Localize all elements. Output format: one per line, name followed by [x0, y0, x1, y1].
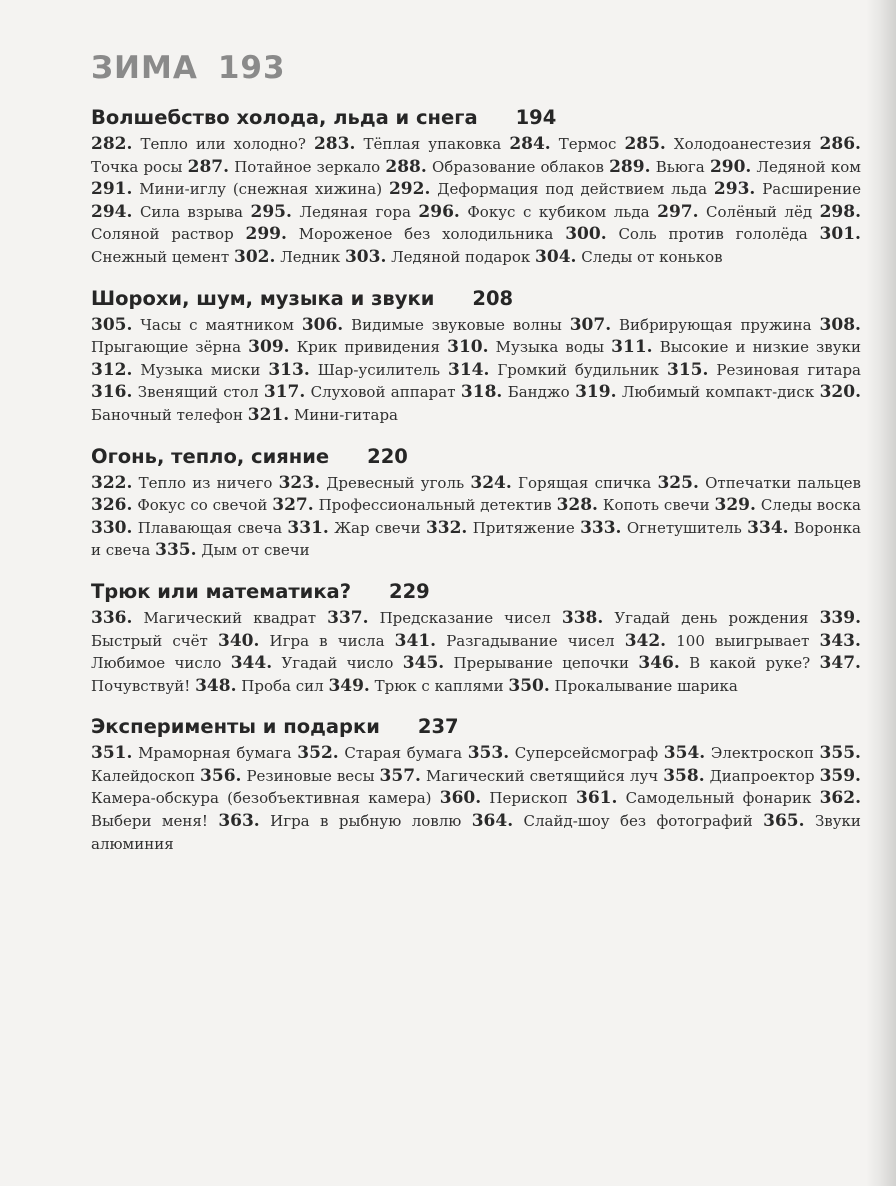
entry-title: Деформация под действием льда [437, 180, 708, 199]
entry-number: 295. [250, 201, 292, 222]
toc-entry [570, 316, 812, 334]
toc-entry [302, 316, 562, 334]
toc-entry [345, 248, 530, 266]
toc-section [91, 713, 871, 855]
toc-entry [657, 203, 812, 221]
entry-title: Предсказание чисел [379, 608, 551, 627]
toc-entry [91, 744, 292, 762]
toc-entry [395, 632, 615, 650]
entry-number: 359. [819, 765, 861, 786]
entry-title: Огнетушитель [626, 518, 742, 537]
entry-title: Горящая спичка [518, 473, 652, 492]
entry-title: Прокалывание шарика [554, 676, 738, 695]
entry-title: Быстрый счёт [91, 631, 208, 650]
entry-number: 304. [535, 246, 577, 267]
entry-title: Проба сил [241, 676, 324, 695]
toc-entry [91, 203, 243, 221]
entry-number: 362. [819, 788, 861, 809]
entry-number: 312. [91, 359, 133, 380]
section-page-number: 194 [515, 106, 557, 129]
entry-title: Музыка миски [140, 360, 261, 379]
toc-entry [218, 632, 385, 650]
toc-entry [234, 248, 340, 266]
toc-entry [565, 225, 808, 243]
entry-title: Диапроектор [709, 766, 815, 785]
section-title: Огонь, тепло, сияние [91, 444, 330, 468]
entry-title: Следы воска [760, 496, 861, 515]
toc-entry [268, 361, 440, 379]
toc-entry [426, 519, 575, 537]
entry-number: 333. [580, 517, 622, 538]
toc-entry [657, 474, 860, 492]
toc-entry [327, 609, 551, 627]
entry-number: 328. [556, 495, 598, 516]
entry-title: Крик привидения [296, 338, 440, 357]
entry-number: 344. [230, 653, 273, 674]
entry-title: Копоть свечи [602, 496, 710, 515]
entry-number: 329. [714, 495, 756, 516]
entry-number: 301. [819, 224, 861, 245]
toc-entry [91, 496, 267, 514]
entry-title: Следы от коньков [581, 247, 723, 266]
season-heading [91, 50, 871, 86]
entry-number: 302. [234, 246, 276, 267]
section-title: Трюк или математика? [91, 579, 352, 603]
entry-number: 310. [447, 337, 489, 358]
entry-number: 351. [91, 743, 133, 764]
entry-title: Любимый компакт-диск [621, 383, 815, 402]
entry-number: 296. [418, 201, 460, 222]
toc-entry [664, 744, 814, 762]
entry-title: Воронка и свеча [91, 518, 861, 560]
entry-number: 317. [263, 382, 306, 403]
toc-entry [562, 609, 809, 627]
entry-number: 300. [565, 224, 607, 245]
entry-number: 318. [460, 382, 503, 403]
entry-title: Вибрирующая пружина [619, 315, 812, 334]
toc-entry [468, 744, 658, 762]
entry-number: 299. [245, 224, 287, 245]
entry-number: 309. [248, 337, 290, 358]
entry-number: 314. [448, 359, 490, 380]
section-title: Шорохи, шум, музыка и звуки [91, 286, 435, 310]
entry-title: Часы с маятником [140, 315, 294, 334]
entry-number: 346. [638, 653, 680, 674]
toc-entry [715, 496, 862, 514]
entry-number: 290. [709, 156, 752, 177]
entry-number: 308. [819, 314, 861, 335]
toc-entry [279, 474, 465, 492]
entry-number: 316. [91, 382, 133, 403]
entry-title: Магический квадрат [143, 608, 317, 627]
section-heading [91, 578, 871, 606]
entry-number: 324. [470, 472, 512, 493]
entry-number: 288. [385, 156, 427, 177]
entry-title: Расширение [762, 180, 861, 199]
entry-title: Плавающая свеча [137, 518, 283, 537]
section-entries [91, 472, 861, 562]
toc-entry [91, 361, 260, 379]
toc-entry [287, 519, 420, 537]
entry-title: Соляной раствор [91, 225, 234, 244]
entry-number: 355. [819, 743, 861, 764]
section-page-number: 237 [417, 715, 459, 739]
toc-entry [91, 474, 272, 492]
entry-number: 331. [287, 517, 329, 538]
section-page-number: 208 [472, 286, 514, 310]
entry-number: 282. [91, 134, 133, 154]
entry-number: 349. [328, 675, 370, 696]
toc-entry [314, 135, 501, 153]
toc-entry [470, 474, 651, 492]
entry-number: 347. [819, 653, 861, 674]
entry-number: 305. [91, 314, 133, 335]
entry-number: 336. [91, 607, 133, 628]
entry-number: 352. [297, 743, 339, 764]
entry-title: Прыгающие зёрна [91, 338, 242, 357]
section-heading [91, 104, 871, 132]
toc-entry [611, 338, 861, 356]
toc-entry [576, 789, 811, 807]
toc-entry [557, 496, 710, 514]
entry-title: Ледяная гора [299, 202, 411, 221]
entry-title: Термос [558, 135, 617, 153]
entry-title: Мини-иглу (снежная хижина) [139, 180, 383, 199]
entry-title: Жар свечи [334, 518, 421, 537]
entry-number: 326. [91, 495, 133, 516]
entry-title: 100 выигрывает [676, 631, 810, 650]
entry-title: Отпечатки пальцев [705, 473, 861, 492]
section-title: Эксперименты и подарки [91, 715, 380, 739]
toc-entry [403, 654, 629, 672]
section-title: Волшебство холода, льда и снега [91, 106, 478, 129]
entry-title: Точка росы [91, 157, 183, 176]
entry-title: Игра в рыбную ловлю [270, 812, 462, 831]
toc-entry [667, 361, 861, 379]
entry-number: 343. [819, 630, 861, 651]
entry-number: 341. [394, 630, 437, 651]
entry-number: 292. [388, 179, 431, 200]
entry-title: Солёный лёд [706, 202, 813, 221]
entry-title: Разгадывание чисел [446, 631, 615, 650]
toc-entry [472, 812, 753, 830]
toc-entry [663, 767, 814, 785]
toc-entry [272, 496, 551, 514]
toc-entry [714, 180, 861, 198]
toc-entry [91, 316, 294, 334]
entry-title: В какой руке? [689, 654, 811, 673]
entry-title: Холодоанестезия [673, 135, 812, 153]
toc-entry [246, 225, 554, 243]
entry-number: 357. [379, 765, 421, 786]
entry-title: Древесный уголь [326, 473, 465, 492]
section-entries [91, 607, 861, 697]
toc-section [91, 285, 871, 427]
entry-title: Калейдоскоп [91, 766, 196, 785]
entry-title: Звенящий стол [137, 383, 259, 402]
entry-number: 338. [561, 607, 604, 628]
entry-title: Игра в числа [269, 631, 385, 650]
entry-title: Снежный цемент [91, 247, 230, 266]
entry-number: 294. [91, 201, 133, 222]
entry-title: Самодельный фонарик [625, 789, 812, 808]
toc-entry [535, 248, 723, 266]
entry-number: 297. [657, 201, 699, 222]
entry-title: Шар-усилитель [317, 360, 441, 379]
entry-number: 354. [663, 743, 706, 764]
entry-number: 360. [439, 788, 482, 809]
entry-number: 320. [819, 382, 861, 403]
entry-title: Дым от свечи [201, 541, 310, 560]
toc-entry [609, 158, 705, 176]
toc-entry [91, 383, 258, 401]
entry-title: Фокус с кубиком льда [467, 202, 650, 221]
entry-number: 340. [217, 630, 260, 651]
toc-section [91, 443, 871, 562]
toc-entry [195, 677, 324, 695]
entry-number: 325. [657, 472, 699, 493]
entry-title: Ледяной ком [756, 157, 861, 176]
entry-number: 283. [313, 134, 356, 154]
toc-entry [91, 609, 316, 627]
section-entries [91, 742, 861, 855]
entry-title: Перископ [489, 789, 568, 808]
entry-title: Банджо [507, 383, 570, 402]
entry-title: Старая бумага [344, 744, 463, 763]
entry-number: 285. [624, 134, 666, 154]
entry-title: Ледник [280, 247, 341, 266]
section-heading [91, 443, 871, 471]
entry-title: Выбери меня! [91, 812, 208, 831]
entry-number: 342. [624, 630, 667, 651]
toc-entry [155, 541, 310, 559]
entry-number: 319. [575, 382, 617, 403]
entry-number: 348. [195, 675, 237, 696]
entry-title: Потайное зеркало [234, 157, 381, 176]
toc-entry [328, 677, 503, 695]
season-page-number: 193 [217, 50, 286, 86]
toc-entry [200, 767, 375, 785]
sections-list [91, 104, 871, 855]
toc-entry [188, 158, 381, 176]
entry-number: 286. [819, 134, 861, 154]
entry-title: Ледяной подарок [391, 247, 531, 266]
toc-entry [264, 383, 456, 401]
entry-number: 322. [91, 472, 133, 493]
toc-entry [575, 383, 814, 401]
entry-number: 353. [467, 743, 510, 764]
toc-entry [418, 203, 649, 221]
entry-number: 363. [218, 811, 260, 832]
entry-number: 356. [200, 765, 242, 786]
entry-number: 291. [91, 179, 133, 200]
entry-title: Образование облаков [431, 157, 604, 176]
entry-number: 287. [187, 156, 230, 177]
section-page-number: 229 [389, 579, 430, 603]
entry-title: Прерывание цепочки [453, 654, 630, 673]
toc-entry [91, 519, 282, 537]
entry-title: Видимые звуковые волны [351, 315, 562, 334]
entry-title: Профессиональный детектив [318, 496, 552, 515]
toc-entry [440, 789, 568, 807]
toc-entry [91, 135, 306, 153]
entry-number: 364. [471, 811, 514, 832]
entry-title: Слайд-шоу без фотографий [523, 812, 753, 831]
table-of-contents [91, 50, 871, 871]
toc-entry [509, 135, 616, 153]
toc-entry [710, 158, 861, 176]
entry-title: Угадай число [281, 654, 394, 673]
entry-number: 315. [667, 359, 709, 380]
entry-title: Электроскоп [710, 744, 814, 763]
entry-number: 332. [425, 517, 468, 538]
toc-entry [625, 632, 810, 650]
entry-title: Мини-гитара [293, 405, 398, 424]
entry-number: 311. [611, 337, 653, 358]
entry-number: 293. [713, 179, 756, 200]
entry-title: Резиновая гитара [716, 360, 861, 379]
entry-number: 298. [819, 201, 861, 222]
toc-entry [461, 383, 570, 401]
entry-number: 337. [327, 607, 369, 628]
section-entries [91, 314, 861, 427]
section-entries [91, 133, 861, 269]
toc-entry [448, 361, 659, 379]
toc-entry [248, 338, 440, 356]
toc-entry [251, 203, 411, 221]
entry-number: 313. [268, 359, 310, 380]
entry-number: 284. [509, 134, 551, 154]
entry-number: 307. [569, 314, 612, 335]
entry-title: Вьюга [655, 157, 705, 176]
entry-number: 339. [819, 607, 861, 628]
entry-number: 365. [763, 811, 805, 832]
toc-entry [389, 180, 707, 198]
entry-number: 330. [91, 517, 133, 538]
toc-entry [638, 654, 810, 672]
entry-title: Любимое число [91, 654, 222, 673]
section-heading [91, 285, 871, 313]
entry-title: Суперсейсмограф [514, 744, 659, 763]
entry-number: 334. [747, 517, 789, 538]
entry-title: Фокус со свечой [137, 496, 268, 515]
entry-title: Трюк с каплями [374, 676, 504, 695]
entry-number: 321. [247, 404, 290, 425]
entry-title: Тепло из ничего [138, 473, 273, 492]
entry-title: Мраморная бумага [138, 744, 292, 763]
entry-number: 327. [272, 495, 314, 516]
entry-title: Тёплая упаковка [363, 135, 502, 153]
entry-number: 335. [155, 540, 197, 561]
entry-number: 358. [663, 765, 705, 786]
toc-entry [624, 135, 811, 153]
section-heading [91, 713, 871, 741]
section-page-number: 220 [367, 444, 408, 468]
entry-title: Тепло или холодно? [140, 135, 306, 153]
toc-entry [508, 677, 738, 695]
entry-title: Почувствуй! [91, 676, 191, 695]
entry-title: Резиновые весы [246, 766, 375, 785]
toc-section [91, 104, 871, 269]
entry-title: Звуки алюминия [91, 812, 861, 853]
entry-number: 350. [508, 675, 550, 696]
entry-number: 303. [344, 246, 387, 267]
entry-title: Магический светящийся луч [425, 766, 659, 785]
entry-title: Баночный телефон [91, 405, 243, 424]
entry-title: Камера-обскура (безобъективная камера) [91, 789, 432, 808]
entry-title: Высокие и низкие звуки [659, 338, 861, 357]
entry-title: Музыка воды [495, 338, 605, 357]
entry-number: 306. [301, 314, 344, 335]
entry-title: Громкий будильник [497, 360, 660, 379]
toc-entry [580, 519, 742, 537]
toc-entry [297, 744, 462, 762]
entry-title: Притяжение [472, 518, 575, 537]
toc-section [91, 578, 871, 697]
entry-title: Слуховой аппарат [310, 383, 456, 402]
entry-title: Угадай день рождения [614, 608, 809, 627]
entry-title: Сила взрыва [139, 202, 243, 221]
toc-entry [380, 767, 659, 785]
entry-title: Мороженое без холодильника [298, 225, 554, 244]
entry-number: 361. [575, 788, 618, 809]
entry-number: 323. [278, 472, 320, 493]
entry-number: 289. [609, 156, 651, 177]
toc-entry [231, 654, 394, 672]
toc-entry [248, 406, 398, 424]
toc-entry [385, 158, 604, 176]
toc-entry [447, 338, 604, 356]
entry-number: 345. [402, 653, 445, 674]
toc-entry [218, 812, 461, 830]
entry-title: Соль против гололёда [618, 225, 808, 244]
season-title: ЗИМА [91, 50, 198, 86]
toc-entry [91, 180, 382, 198]
